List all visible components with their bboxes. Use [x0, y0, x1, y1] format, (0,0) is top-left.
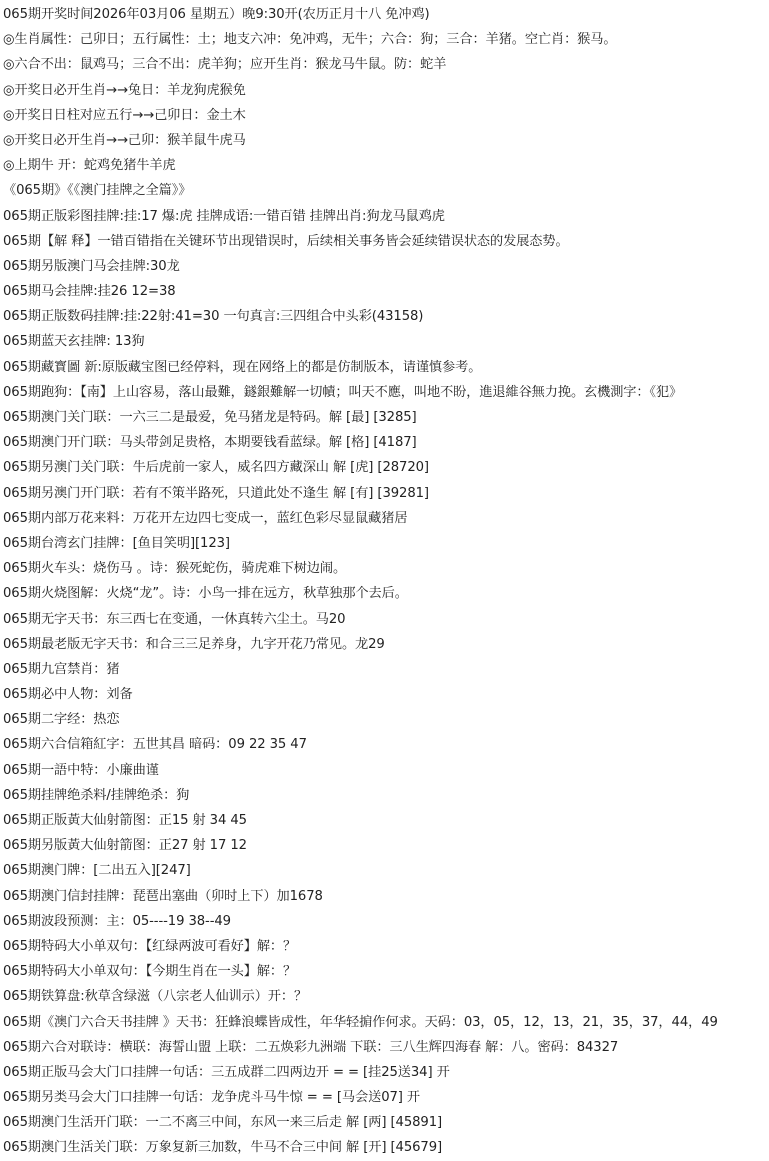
running-dog-line: 065期跑狗：【南】上山容易，落山最難，鐩銀難解一切幘；叫天不應，叫地不盼，進退維谷無力挽。玄機測字：《犯》	[3, 384, 683, 400]
train-head-line: 065期火车头：烧伤马 。诗：猴死蛇伤，骑虎难下树边闹。	[3, 561, 347, 577]
alt-horse-club-line: 065期另版澳门马会挂牌:30龙	[3, 258, 180, 274]
alt-macau-open-door-couplet-line: 065期另澳门开门联：若有不策半路死，只道此处不逢生 解 [有] [39281]	[3, 485, 429, 501]
archery-chart-line: 065期正版黃大仙射箭图：正15 射 34 45	[3, 813, 247, 828]
macau-open-door-couplet-line: 065期澳门开门联：马头带剑足贵格，本期要钱看蓝绿。解 [格] [4187]	[3, 435, 417, 451]
draw-day-five-elements-line: ◎开奖日日柱对应五行→→己卯日：金土木	[3, 107, 246, 123]
two-word-line: 065期二字经：热恋	[3, 712, 120, 728]
envelope-hanging-line: 065期澳门信封挂牌：琵琶出塞曲（卯时上下）加1678	[3, 888, 323, 904]
macau-close-door-couplet-line: 065期澳门关门联：一六三二是最爱，免马猪龙是特码。解 [最] [3285]	[3, 410, 417, 425]
draw-time-line: 065期开奖时间2026年03月06 星期五）晚9:30开(农历正月十八 免冲鸡)	[3, 7, 430, 22]
draw-day-zodiac-line: ◎开奖日必开生肖→→兔日：羊龙狗虎猴免	[3, 82, 246, 98]
alt-gate-phrase-line: 065期另类马会大门口挂牌一句话：龙争虎斗马牛惊 = = [马会送07] 开	[3, 1090, 420, 1106]
blue-sky-hanging-line: 065期蓝天玄挂牌: 13狗	[3, 334, 145, 350]
alt-macau-close-door-couplet-line: 065期另澳门关门联：牛后虎前一家人，威名四方藏深山 解 [虎] [28720]	[3, 460, 429, 476]
horse-club-line: 065期马会挂牌:挂26 12=38	[3, 284, 176, 300]
absolute-kill-line: 065期挂牌绝杀料/挂牌绝杀：狗	[3, 787, 190, 803]
size-odd-even-line-1: 065期特码大小单双句：【红绿两波可看好】解：？	[3, 938, 297, 954]
previous-issue-line: ◎上期牛 开：蛇鸡免猪牛羊虎	[3, 158, 176, 174]
alt-archery-chart-line: 065期另版黃大仙射箭图：正27 射 17 12	[3, 838, 247, 854]
oldest-wordless-book-line: 065期最老版无字天书：和合三三足养身，九字开花乃常见。龙29	[3, 636, 385, 652]
fire-chart-line: 065期火烧图解：火烧“龙”。诗：小鸟一排在远方，秋草独那个去后。	[3, 586, 408, 602]
wordless-book-line: 065期无字天书：东三西七在变通，一休真转六尘土。马20	[3, 611, 346, 627]
section-title: 《065期》《《澳门挂牌之全篇》》	[3, 183, 192, 199]
iron-abacus-line: 065期铁算盘:秋草含绿滋（八宗老人仙训示）开：？	[3, 989, 308, 1005]
life-open-door-couplet-line: 065期澳门生活开门联：一二不离三中间，东风一来三后走 解 [两] [45891]	[3, 1115, 443, 1131]
nine-palace-line: 065期九宫禁肖：猪	[3, 661, 120, 677]
draw-day-jimao-line: ◎开奖日必开生肖→→己卯：猴羊鼠牛虎马	[3, 132, 246, 148]
taiwan-hanging-line: 065期台湾玄门挂牌：[鱼目笑明][123]	[3, 535, 230, 551]
mailbox-red-word-line: 065期六合信箱紅字：五世其昌 暗码：09 22 35 47	[3, 737, 307, 753]
heavenly-book-line: 065期《澳门六合天书挂牌 》天书：狂蜂浪蝶皆成性，年华轻掮作何求。天码：03，05，12，13，21，35，37，44，49	[3, 1014, 718, 1030]
size-odd-even-line-2: 065期特码大小单双句：【今期生肖在一头】解：？	[3, 964, 297, 980]
zodiac-attributes-line: ◎生肖属性：己卯日；五行属性：土；地支六冲：免冲鸡，无牛；六合：狗；三合：羊猪。空亡肖：猴马。	[3, 32, 617, 48]
explanation-line: 065期【解 释】一错百错指在关键环节出现错误时，后续相关事务皆会延续错误状态的发展态势。	[3, 233, 569, 249]
liuhe-not-out-line: ◎六合不出：鼠鸡马；三合不出：虎羊狗；应开生肖：猴龙马牛鼠。防：蛇羊	[3, 57, 447, 73]
treasure-map-line: 065期藏寳圖 新:原版藏宝图已经停料，现在网络上的都是仿制版本，请谨慎参考。	[3, 359, 482, 375]
digital-hanging-line: 065期正版数码挂牌:挂:22射:41=30 一句真言:三四组合中头彩(43158)	[3, 309, 424, 325]
life-close-door-couplet-line: 065期澳门生活关门联：万象复新三加数，牛马不合三中间 解 [开] [45679]	[3, 1140, 443, 1156]
macau-plate-line: 065期澳门牌：[二出五入][247]	[3, 863, 191, 879]
inner-flower-line: 065期内部万花来料：万花开左边四七变成一，蓝红色彩尽显鼠藏猪居	[3, 510, 408, 526]
must-win-person-line: 065期必中人物：刘备	[3, 687, 133, 703]
one-phrase-line: 065期一語中特：小廉曲谨	[3, 762, 159, 778]
wave-prediction-line: 065期波段预测：主：05----19 38--49	[3, 913, 231, 929]
gate-phrase-line: 065期正版马会大门口挂牌一句话：三五成群二四两边开 = = [挂25送34] 开	[3, 1064, 450, 1080]
couplet-poem-line: 065期六合对联诗：横联：海誓山盟 上联：二五焕彩九洲端 下联：三八生辉四海春 解：八。密码：84327	[3, 1039, 619, 1055]
color-chart-hanging-line: 065期正版彩图挂牌:挂:17 爆:虎 挂牌成语:一错百错 挂牌出肖:狗龙马鼠鸡虎	[3, 208, 445, 224]
